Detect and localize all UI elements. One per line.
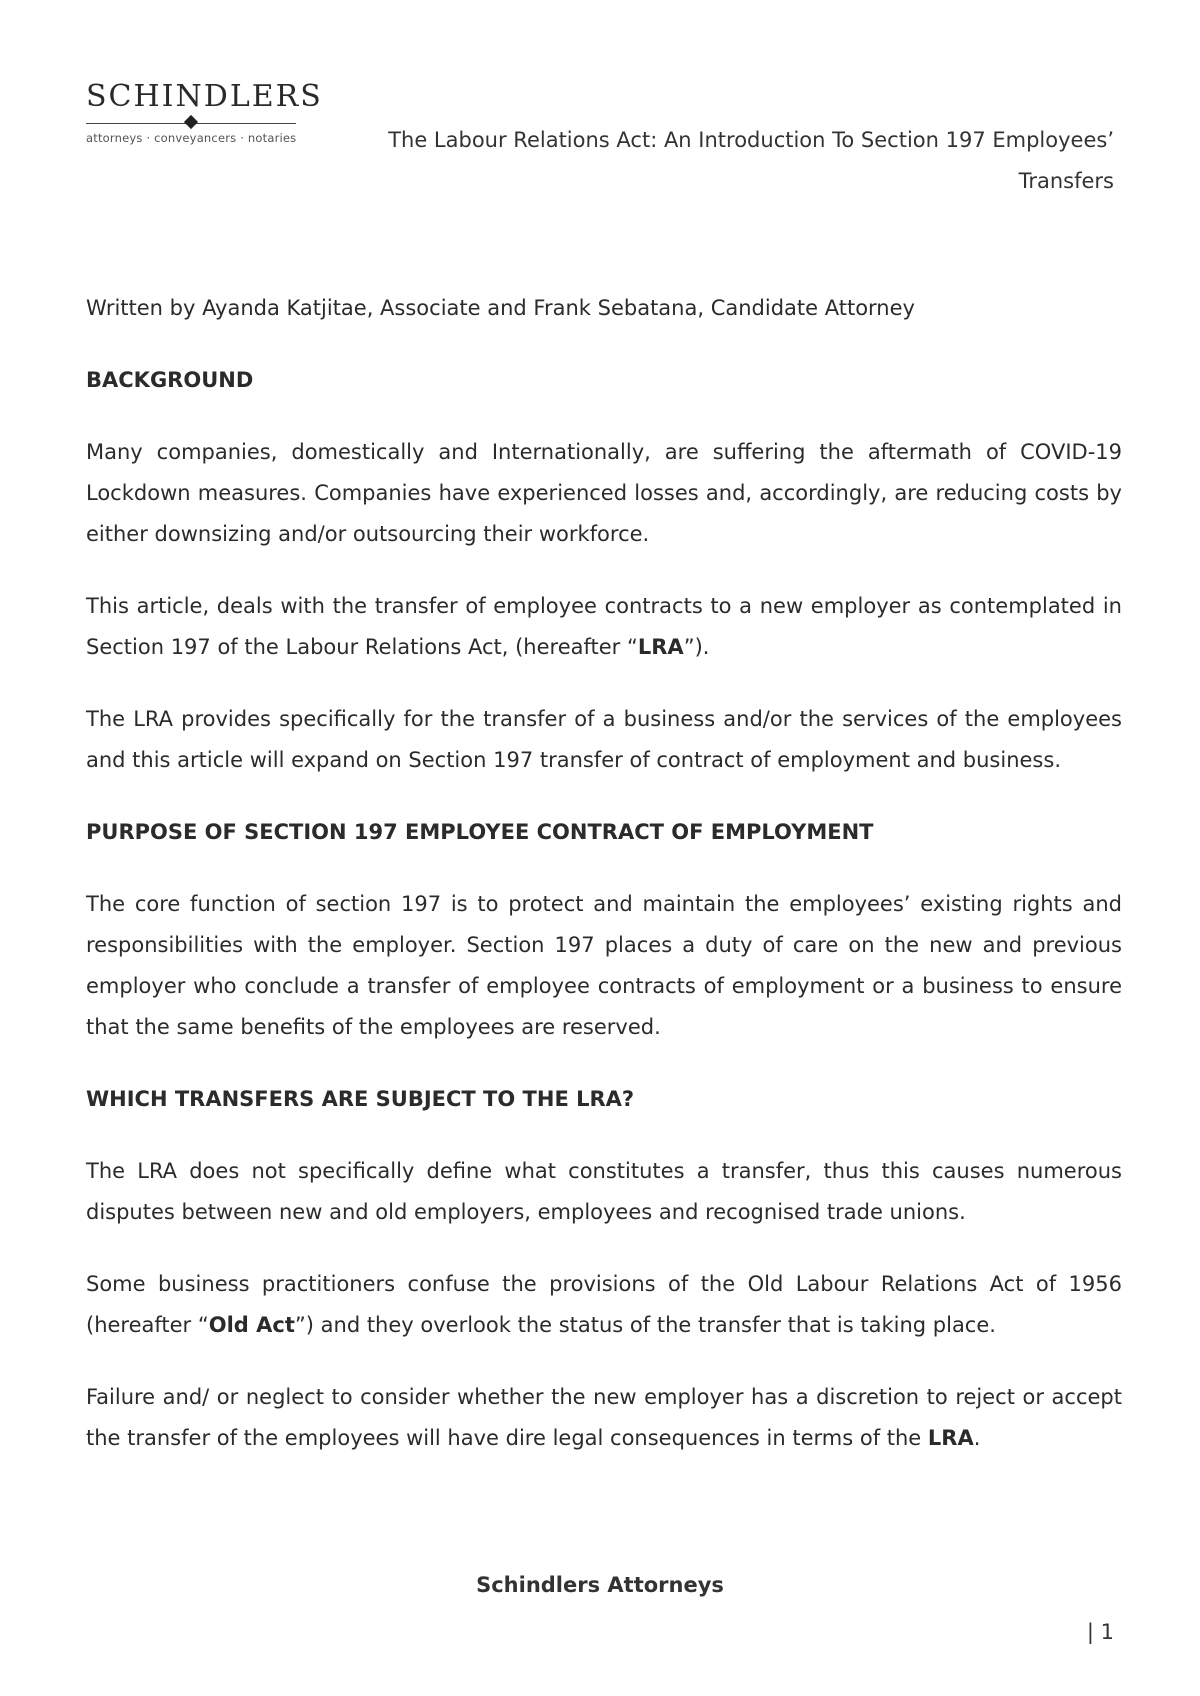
heading-background: BACKGROUND (86, 368, 254, 392)
heading-which-transfers: WHICH TRANSFERS ARE SUBJECT TO THE LRA? (86, 1087, 635, 1111)
paragraph-which-2: Some business practitioners confuse the provisions of the Old Labour Relations Act of 1956 (hereafter “Old Act”) and they overlook the status of the transfer that is taking place. (86, 1272, 1122, 1337)
paragraph-which-1: The LRA does not specifically define what constitutes a transfer, thus this causes numerous disputes between new and old employers, employees and recognised trade unions. (86, 1159, 1122, 1224)
page-number: | 1 (1086, 1620, 1114, 1644)
footer-firm-name: Schindlers Attorneys (476, 1573, 724, 1597)
logo-tagline: attorneys · conveyancers · notaries (86, 131, 297, 145)
heading-purpose: PURPOSE OF SECTION 197 EMPLOYEE CONTRACT OF EMPLOYMENT (86, 820, 874, 844)
document-title: The Labour Relations Act: An Introduction To Section 197 Employees’ Transfers (388, 128, 1114, 193)
paragraph-which-3: Failure and/ or neglect to consider whether the new employer has a discretion to reject or accept the transfer of the employees will have dire legal consequences in terms of the LRA. (86, 1385, 1122, 1450)
logo-divider (86, 116, 296, 130)
diamond-icon (184, 115, 198, 129)
paragraph-purpose-1: The core function of section 197 is to protect and maintain the employees’ existing rights and responsibilities with the employer. Section 197 places a duty of care on the new and previous employer who conclude a transfer of employee contracts of employment or a business to ensure that the same benefits of the employees are reserved. (86, 892, 1122, 1039)
byline: Written by Ayanda Katjitae, Associate and Frank Sebatana, Candidate Attorney (86, 296, 915, 320)
paragraph-background-2: This article, deals with the transfer of employee contracts to a new employer as contemplated in Section 197 of the Labour Relations Act, (hereafter “LRA”). (86, 594, 1122, 659)
paragraph-background-3: The LRA provides specifically for the transfer of a business and/or the services of the employees and this article will expand on Section 197 transfer of contract of employment and business. (86, 707, 1122, 772)
firm-logo (86, 79, 323, 145)
paragraph-background-1: Many companies, domestically and Internationally, are suffering the aftermath of COVID-19 Lockdown measures. Companies have experienced losses and, accordingly, are reducing costs by either downsizing and/or outsourcing their workforce. (86, 440, 1122, 546)
logo-wordmark: SCHINDLERS (86, 79, 323, 114)
document-body (86, 288, 1122, 1490)
